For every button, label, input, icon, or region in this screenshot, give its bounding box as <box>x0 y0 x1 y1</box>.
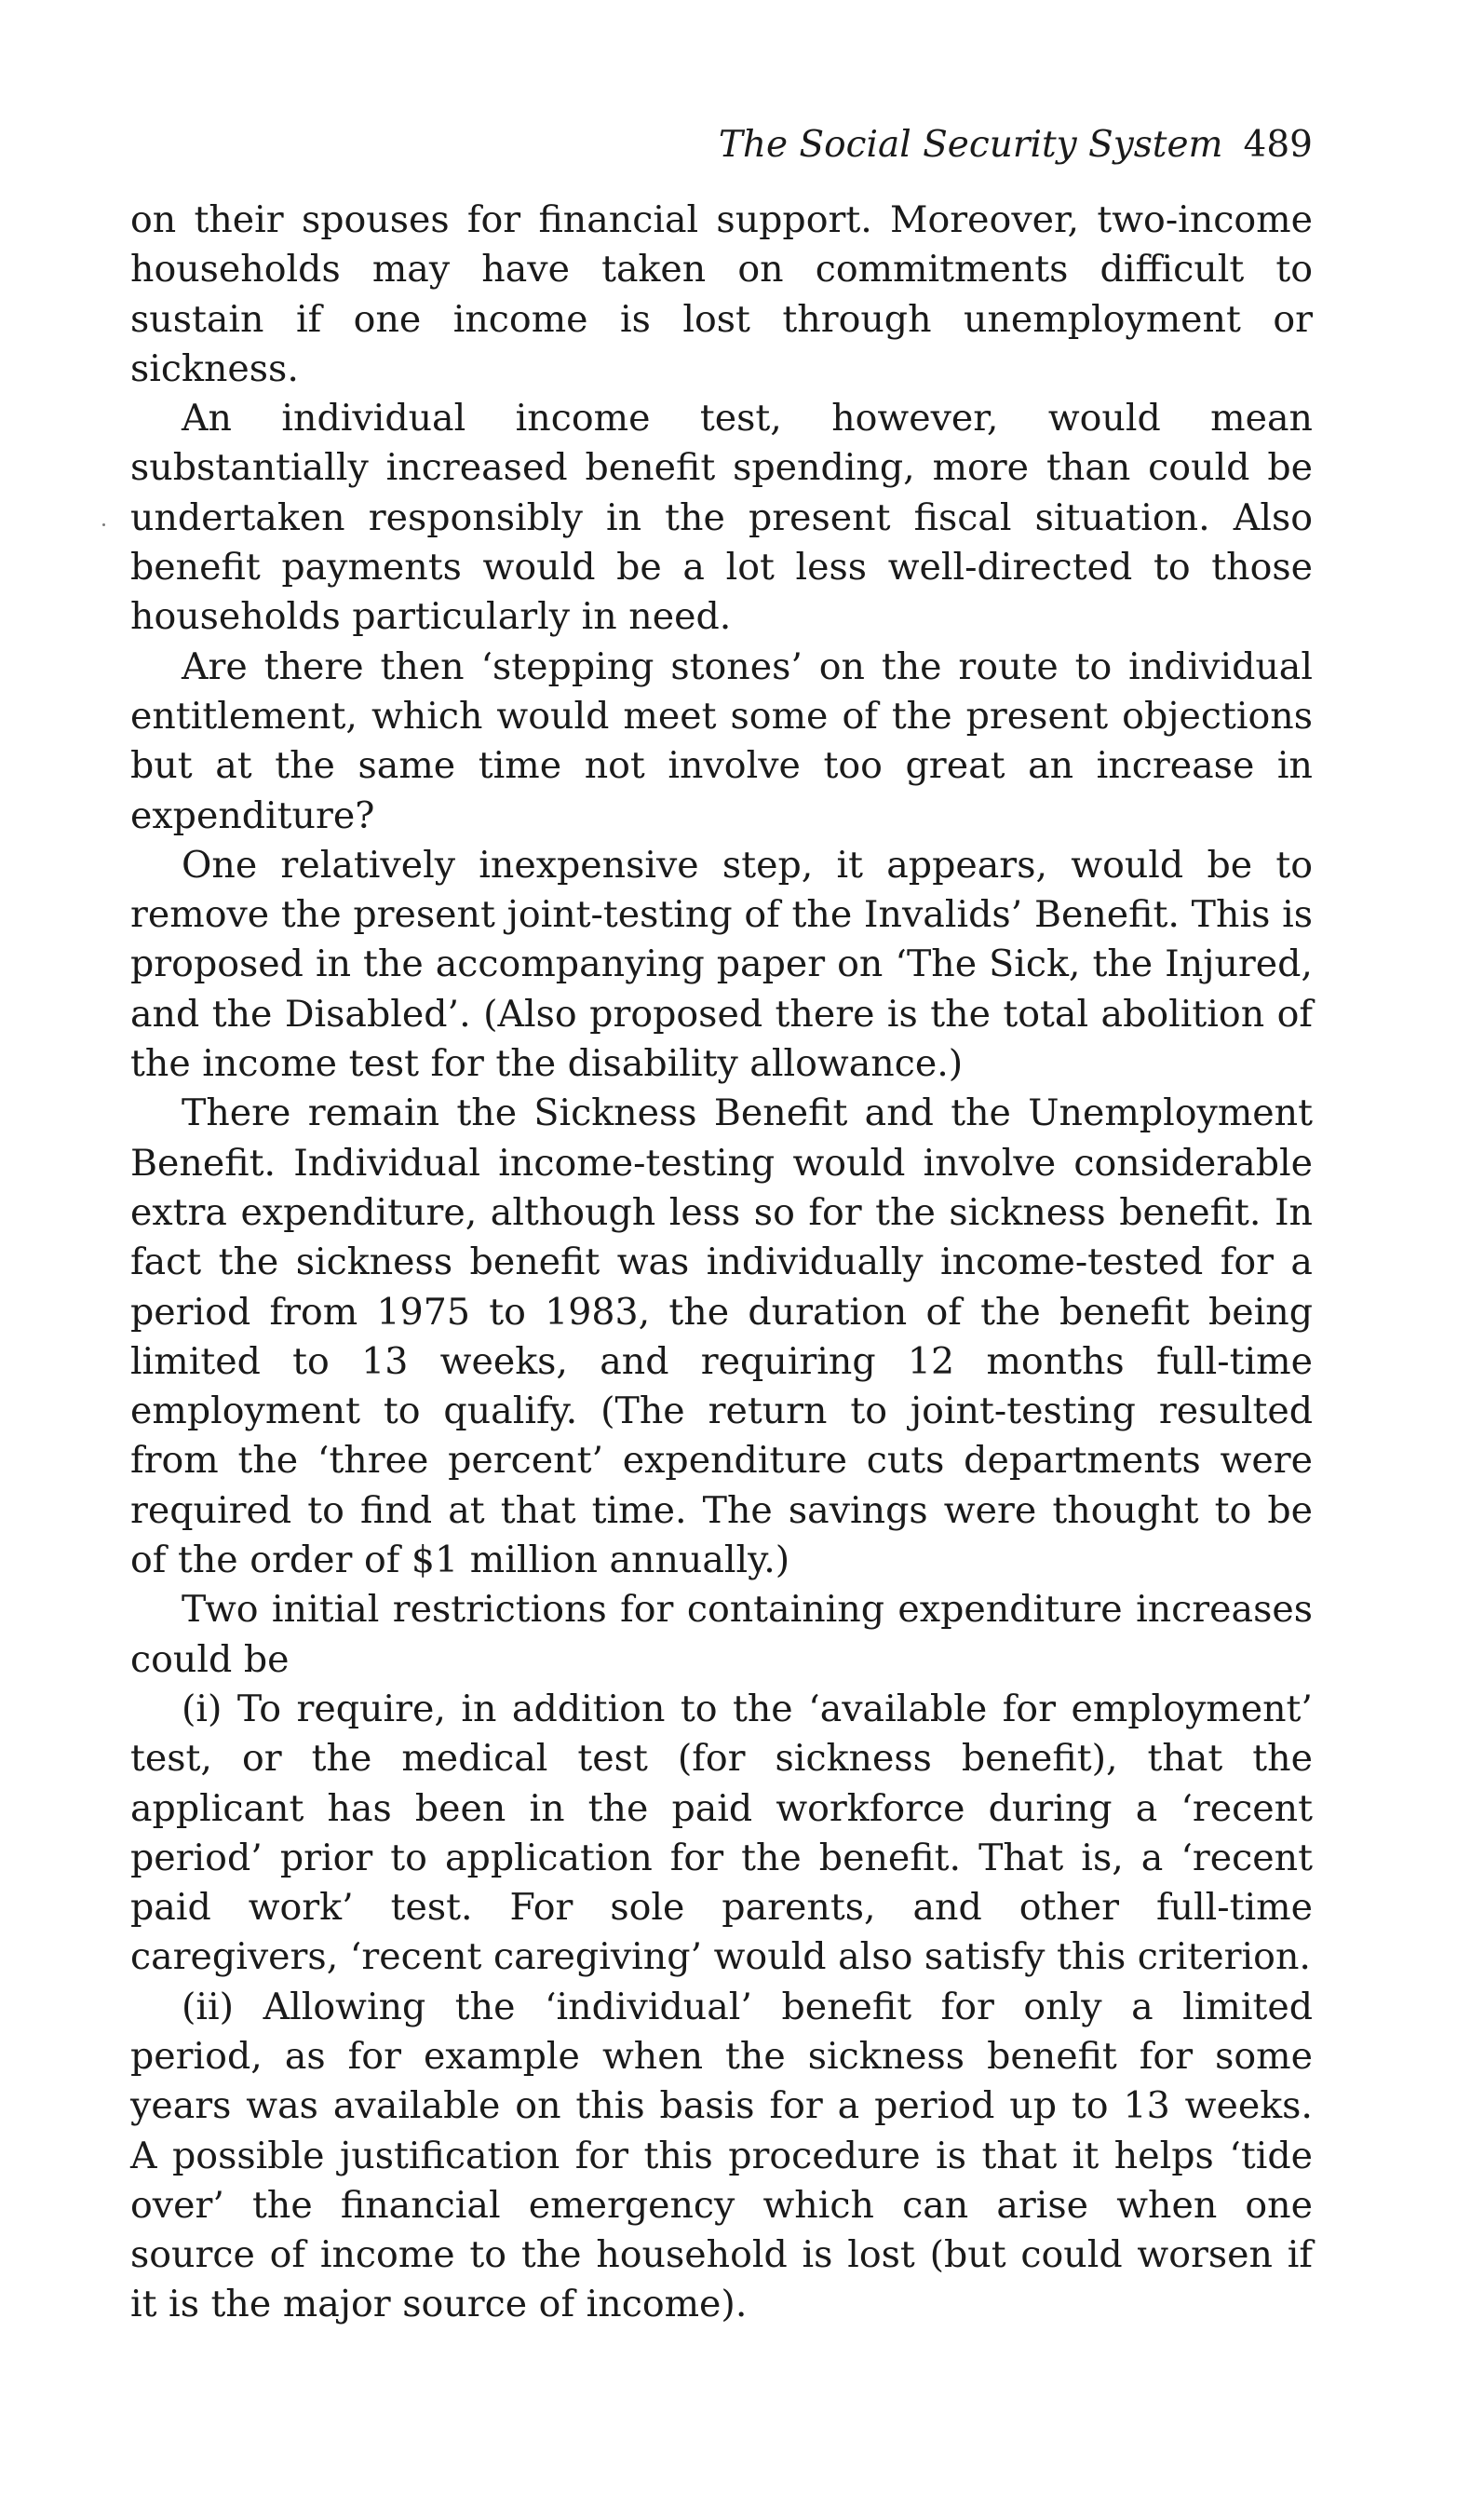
body-text <box>130 196 1313 2330</box>
paragraph: An individual income test, however, would mean substantially increased benefit spending, more than could be undertaken responsibly in the present fiscal situation. Also benefit payments would be a lot less well-directed to those households particularly in need. <box>130 397 1313 639</box>
restrictions-list <box>130 1685 1313 2330</box>
paragraph-continued: on their spouses for financial support. Moreover, two-income households may have taken on commitments difficult to sustain if one income is lost through unemployment or sickness. <box>130 198 1313 390</box>
running-title: The Social Security System <box>718 124 1223 166</box>
paragraph: One relatively inexpensive step, it appears, would be to remove the present joint-testing of the Invalids’ Benefit. This is proposed in the accompanying paper on ‘The Sick, the Injured, and the Disabled’. (Also proposed there is the total abolition of the income test for the disability allowance.) <box>130 843 1313 1086</box>
list-item: (ii) Allowing the ‘individual’ benefit for only a limited period, as for example when the sickness benefit for some years was available on this basis for a period up to 13 weeks. A possible justification for this procedure is that it helps ‘tide over’ the financial emergency which can arise when one source of income to the household is lost (but could worsen if it is the major source of income). <box>130 1985 1313 2326</box>
paragraph: Two initial restrictions for containing expenditure increases could be <box>130 1588 1313 1681</box>
margin-mark <box>102 523 105 526</box>
page-number: 489 <box>1243 124 1313 166</box>
running-header <box>130 117 1313 173</box>
list-item: (i) To require, in addition to the ‘available for employment’ test, or the medical test (for sickness benefit), that the applicant has been in the paid workforce during a ‘recent period’ prior to application for the benefit. That is, a ‘recent paid work’ test. For sole parents, and other full-time caregivers, ‘recent caregiving’ would also satisfy this criterion. <box>130 1687 1313 1979</box>
paragraph: There remain the Sickness Benefit and the Unemployment Benefit. Individual income-testing would involve considerable extra expenditure, although less so for the sickness benefit. In fact the sickness benefit was individually income-tested for a period from 1975 to 1983, the duration of the benefit being limited to 13 weeks, and requiring 12 months full-time employment to qualify. (The return to joint-testing resulted from the ‘three percent’ expenditure cuts departments were required to find at that time. The savings were thought to be of the order of $1 million annually.) <box>130 1091 1313 1582</box>
paragraph: Are there then ‘stepping stones’ on the route to individual entitlement, which would meet some of the present objections but at the same time not involve too great an increase in expenditure? <box>130 644 1313 837</box>
